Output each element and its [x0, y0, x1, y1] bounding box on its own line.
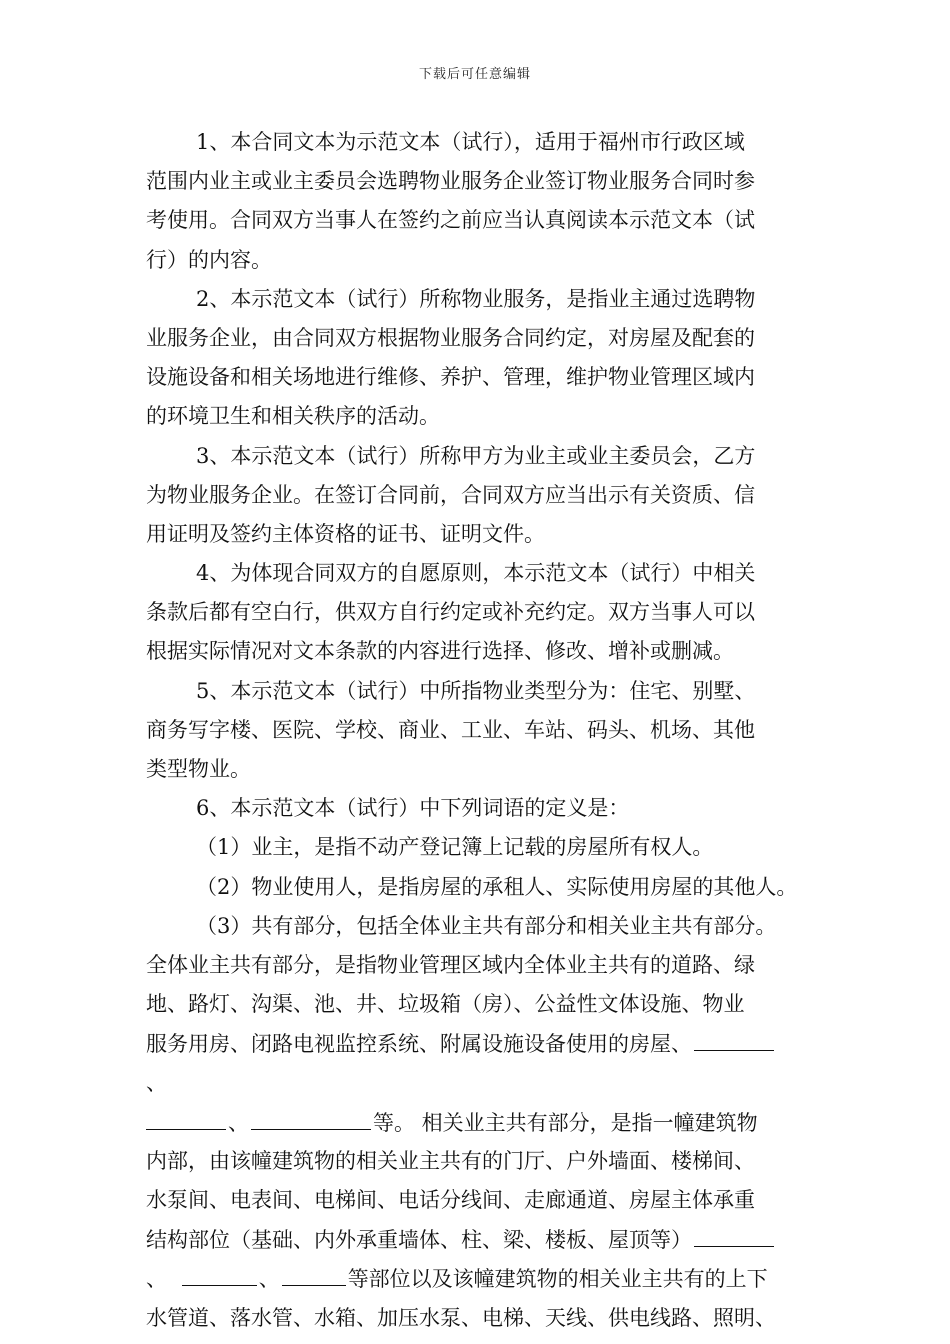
paragraph-line: 2、本示范文本（试行）所称物业服务，是指业主通过选聘物	[196, 286, 756, 311]
paragraph-line	[146, 1259, 814, 1298]
fill-in-blank[interactable]	[694, 1024, 774, 1051]
paragraph-line: 条款后都有空白行，供双方自行约定或补充约定。双方当事人可以	[146, 600, 755, 625]
line-text: 等。 相关业主共有部分，是指一幢建筑物	[373, 1110, 758, 1135]
paragraph-line: 1、本合同文本为示范文本（试行），适用于福州市行政区域	[196, 130, 745, 154]
paragraph-line: 的环境卫生和相关秩序的活动。	[146, 404, 440, 429]
paragraph-line: 范围内业主或业主委员会选聘物业服务企业签订物业服务合同时参	[146, 169, 755, 194]
paragraph-line: 用证明及签约主体资格的证书、证明文件。	[146, 521, 545, 546]
paragraph-line: 考使用。合同双方当事人在签约之前应当认真阅读本示范文本（试	[146, 208, 755, 233]
line-text: 、	[258, 1267, 280, 1292]
paragraph-line: 水泵间、电表间、电梯间、电话分线间、走廊通道、房屋主体承重	[146, 1188, 755, 1213]
line-text: 等部位以及该幢建筑物的相关业主共有的上下	[347, 1267, 768, 1292]
line-text: 、	[228, 1110, 249, 1135]
fill-in-blank[interactable]	[182, 1259, 257, 1286]
paragraph-line: 地、路灯、沟渠、池、井、垃圾箱（房）、公益性文体设施、物业	[146, 992, 745, 1017]
paragraph-line: （1）业主，是指不动产登记簿上记载的房屋所有权人。	[196, 835, 714, 860]
paragraph-line: 5、本示范文本（试行）中所指物业类型分为：住宅、别墅、	[196, 678, 756, 703]
paragraph-line: 内部，由该幢建筑物的相关业主共有的门厅、户外墙面、楼梯间、	[146, 1148, 755, 1173]
line-text: 服务用房、闭路电视监控系统、附属设施设备使用的房屋、	[146, 1032, 692, 1057]
paragraph-line: 根据实际情况对文本条款的内容进行选择、修改、增补或删减。	[146, 639, 734, 664]
paragraph-line: 商务写字楼、医院、学校、商业、工业、车站、码头、机场、其他	[146, 717, 755, 742]
fill-in-blank[interactable]	[694, 1220, 774, 1247]
line-text: 、	[146, 1267, 174, 1292]
fill-in-blank[interactable]	[251, 1103, 371, 1130]
fill-in-blank[interactable]	[146, 1103, 226, 1130]
paragraph-line: 类型物业。	[146, 757, 251, 781]
fill-in-blank[interactable]	[282, 1259, 346, 1286]
paragraph-line: 全体业主共有部分，是指物业管理区域内全体业主共有的道路、绿	[146, 952, 755, 977]
paragraph-line: 业服务企业，由合同双方根据物业服务合同约定，对房屋及配套的	[146, 325, 755, 350]
line-text: 结构部位（基础、内外承重墙体、柱、梁、楼板、屋顶等）	[146, 1228, 692, 1253]
paragraph-line	[146, 1220, 814, 1259]
document-body	[146, 123, 814, 1338]
paragraph-line: 设施设备和相关场地进行维修、养护、管理，维护物业管理区域内	[146, 365, 755, 390]
page-header: 下载后可任意编辑	[418, 67, 531, 82]
paragraph-line: （2）物业使用人，是指房屋的承租人、实际使用房屋的其他人。	[196, 874, 798, 899]
paragraph-line: 6、本示范文本（试行）中下列词语的定义是：	[196, 796, 630, 821]
paragraph-line	[146, 1024, 814, 1063]
paragraph-line: 3、本示范文本（试行）所称甲方为业主或业主委员会，乙方	[196, 443, 756, 468]
paragraph-line: 行）的内容。	[146, 247, 272, 272]
paragraph-line: 4、为体现合同双方的自愿原则，本示范文本（试行）中相关	[196, 561, 756, 586]
paragraph-line: （3）共有部分，包括全体业主共有部分和相关业主共有部分。	[196, 913, 777, 938]
paragraph-line: 水管道、落水管、水箱、加压水泵、电梯、天线、供电线路、照明、	[146, 1305, 776, 1330]
paragraph-line	[146, 1103, 814, 1142]
paragraph-line: 为物业服务企业。在签订合同前，合同双方应当出示有关资质、信	[146, 482, 755, 507]
paragraph-line: 、	[146, 1070, 167, 1095]
